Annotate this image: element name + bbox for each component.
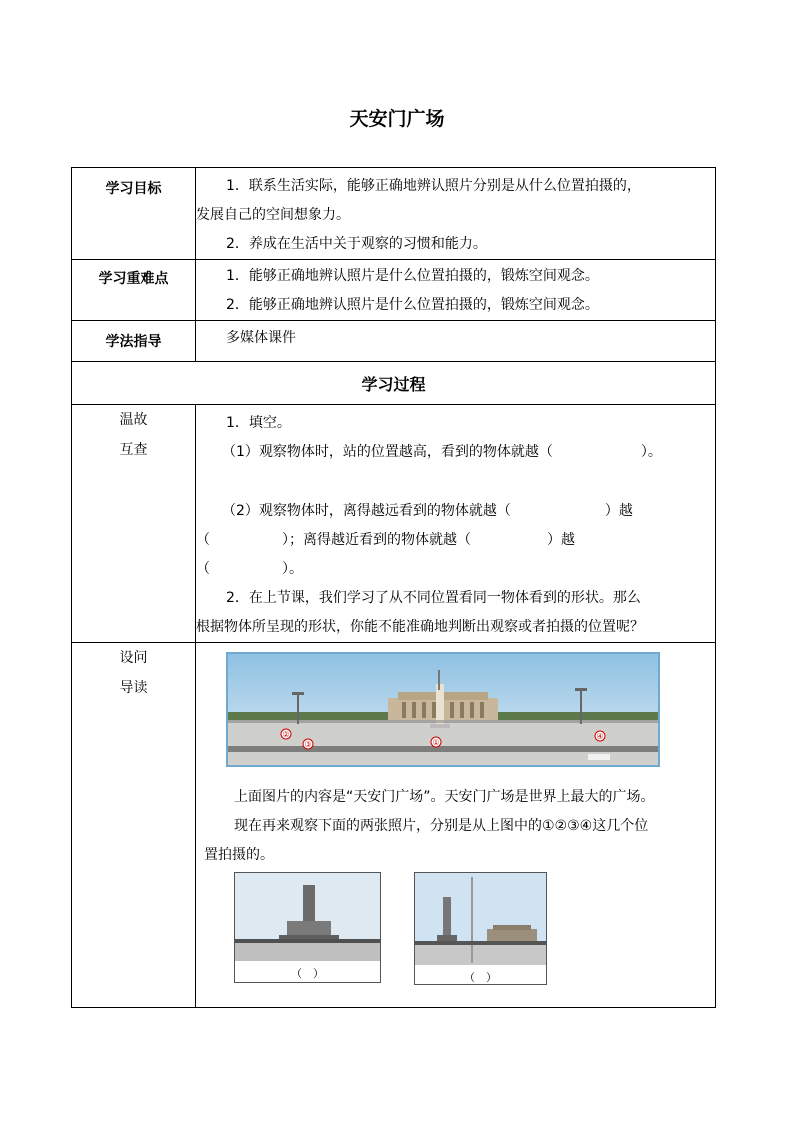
goals-row xyxy=(72,168,716,260)
method-content xyxy=(196,321,716,362)
marker-3: ③ xyxy=(304,740,312,749)
question-1-2-part: ）越 xyxy=(604,503,633,519)
guide-paragraph-2b: 置拍摄的。 xyxy=(204,847,274,863)
keypoints-content xyxy=(196,260,716,321)
guide-label-line2: 导读 xyxy=(119,680,148,696)
guide-paragraph-1: 上面图片的内容是“天安门广场”。天安门广场是世界上最大的广场。 xyxy=(234,789,655,805)
monument-photo xyxy=(235,873,380,961)
guide-paragraphs xyxy=(204,783,710,870)
page-title: 天安门广场 xyxy=(349,108,445,130)
guide-label xyxy=(72,643,196,1008)
marker-4: ④ xyxy=(596,732,604,741)
method-row xyxy=(72,321,716,362)
keypoints-label: 学习重难点 xyxy=(72,260,196,321)
question-1-1-end: ）。 xyxy=(640,444,662,460)
goal-line-1a: 1．联系生活实际，能够正确地辨认照片分别是从什么位置拍摄的， xyxy=(226,178,641,194)
question-2-line-b: 根据物体所呈现的形状，你能不能准确地判断出观察或者拍摄的位置呢？ xyxy=(196,619,644,635)
process-header: 学习过程 xyxy=(72,362,716,405)
keypoints-row xyxy=(72,260,716,321)
question-1-2-text: （2）观察物体时，离得越远看到的物体就越（ xyxy=(222,503,511,519)
question-1-1 xyxy=(196,438,715,467)
panorama-photo xyxy=(226,652,660,767)
photo-2 xyxy=(414,872,547,985)
review-label-line1: 温故 xyxy=(119,412,148,428)
method-label: 学法指导 xyxy=(72,321,196,362)
question-1-1-text: （1）观察物体时，站的位置越高，看到的物体就越（ xyxy=(222,444,553,460)
guide-row xyxy=(72,643,716,1008)
photo-1-caption[interactable]: （ ） xyxy=(291,967,324,980)
question-1-2-part-2: ）越 xyxy=(547,532,575,548)
guide-paragraph-2a: 现在再来观察下面的两张照片，分别是从上图中的①②③④这几个位 xyxy=(234,818,649,834)
guide-label-line1: 设问 xyxy=(119,650,148,666)
photo-2-caption[interactable]: （ ） xyxy=(464,971,497,984)
marker-2: ② xyxy=(282,730,290,739)
question-1-2-cont xyxy=(196,526,715,555)
monument-hall-photo xyxy=(415,873,546,965)
review-content xyxy=(196,405,716,643)
question-1-2-end xyxy=(196,555,715,584)
guide-content xyxy=(196,643,716,1008)
review-label xyxy=(72,405,196,643)
marker-1: ① xyxy=(432,738,440,747)
photo-1 xyxy=(234,872,381,983)
study-plan-table xyxy=(71,167,716,1008)
tiananmen-square-panorama xyxy=(228,654,658,765)
fill-in-heading: 1．填空。 xyxy=(226,415,291,431)
paren-close: ）。 xyxy=(282,561,303,577)
goal-line-2: 2．养成在生活中关于观察的习惯和能力。 xyxy=(226,236,487,252)
process-header-row xyxy=(72,362,716,405)
keypoint-line-1: 1．能够正确地辨认照片是什么位置拍摄的，锻炼空间观念。 xyxy=(226,268,599,284)
paren-open: （ xyxy=(196,532,210,548)
question-1-2-text-2: ）；离得越近看到的物体就越（ xyxy=(282,532,471,548)
goal-line-1b: 发展自己的空间想象力。 xyxy=(196,207,350,223)
review-row xyxy=(72,405,716,643)
keypoint-line-2: 2．能够正确地辨认照片是什么位置拍摄的，锻炼空间观念。 xyxy=(226,297,599,313)
goals-content xyxy=(196,168,716,260)
goals-label: 学习目标 xyxy=(72,168,196,260)
question-1-2 xyxy=(196,497,715,526)
review-label-line2: 互查 xyxy=(119,442,148,458)
question-2-line-a: 2．在上节课，我们学习了从不同位置看同一物体看到的形状。那么 xyxy=(226,590,641,606)
method-text: 多媒体课件 xyxy=(226,330,296,346)
paren-open: （ xyxy=(196,561,210,577)
